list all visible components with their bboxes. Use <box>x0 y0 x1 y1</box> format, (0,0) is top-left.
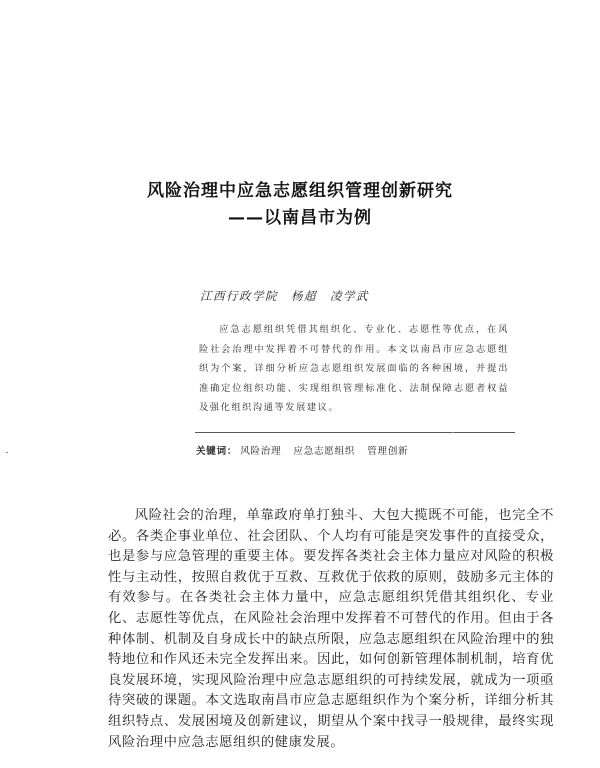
keywords-line <box>196 443 408 457</box>
paper-title: 风险治理中应急志愿组织管理创新研究 <box>147 181 453 201</box>
keyword-item: 管理创新 <box>367 446 409 457</box>
scan-speck <box>452 432 454 433</box>
author-line: 江西行政学院 杨超 凌学武 <box>200 289 369 303</box>
keyword-item: 应急志愿组织 <box>293 446 356 457</box>
keyword-item: 风险治理 <box>240 446 282 457</box>
paper-subtitle: ——以南昌市为例 <box>228 208 372 228</box>
abstract-text: 应急志愿组织凭借其组织化、专业化、志愿性等优点，在风险社会治理中发挥着不可替代的作用。本文以南昌市应急志愿组织为个案，详细分析应急志愿组织发展面临的各种困境，并提出准确定位组织功能、实现组织管理标准化、法制保障志愿者权益及强化组织沟通等发展建议。 <box>199 324 509 413</box>
body-paragraph: 风险社会的治理，单靠政府单打独斗、大包大揽既不可能，也完全不必。各类企事业单位、社会团队、个人均有可能是突发事件的直接受众，也是参与应急管理的重要主体。要发挥各类社会主体力量应对风险的积极性与主动性，按照自救优于互救、互救优于依救的原则，鼓励多元主体的有效参与。在各类社会主体力量中，应急志愿组织凭借其组织化、专业化、志愿性等优点，在风险社会治理中发挥着不可替代的作用。但由于各种体制、机制及自身成长中的缺点所限，应急志愿组织在风险治理中的独特地位和作风还未完全发挥出来。因此，如何创新管理体制机制，培育优良发展环境，实现风险治理中应急志愿组织的可持续发展，就成为一项亟待突破的课题。本文选取南昌市应急志愿组织作为个案分析，详细分析其组织特点、发展困境及创新建议，期望从个案中找寻一般规律，最终实现风险治理中应急志愿组织的健康发展。 <box>108 508 554 750</box>
keywords-label: 关键词： <box>196 446 238 457</box>
section-divider <box>195 432 515 433</box>
scan-speck <box>6 452 8 453</box>
